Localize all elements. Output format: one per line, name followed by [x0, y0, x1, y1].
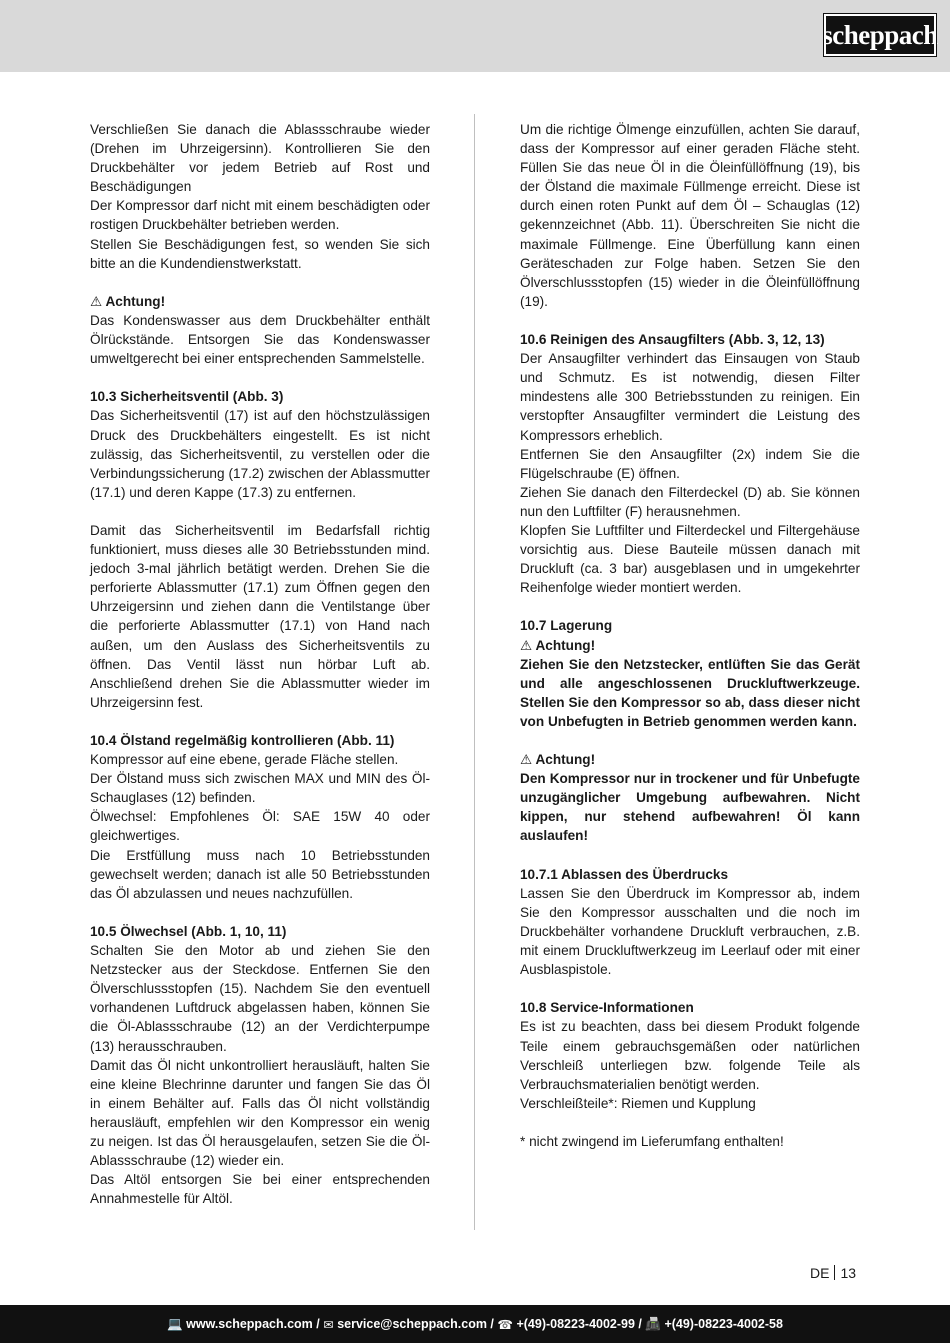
paragraph: Das Altöl entsorgen Sie bei einer entsprechenden Annahmestelle für Altöl.	[90, 1172, 430, 1207]
warning-icon: ⚠	[90, 293, 103, 309]
paragraph: Ölwechsel: Empfohlenes Öl: SAE 15W 40 oder gleichwertiges.	[90, 809, 430, 844]
paragraph: Kompressor auf eine ebene, gerade Fläche stellen.	[90, 752, 399, 768]
paragraph: Verschließen Sie danach die Ablassschraube wieder (Drehen im Uhrzeigersinn). Kontrollieren Sie den Druckbehälter vor jedem Betrieb auf Rost und Beschädigungen	[90, 122, 430, 195]
paragraph: Damit das Öl nicht unkontrolliert herausläuft, halten Sie eine kleine Blechrinne darunter und fangen Sie das Öl in einem Behälter auf. Falls das Öl nicht vollständig herausläuft, empfehlen wir den Kompressor ein wenig zu neigen. Ist das Öl herausgelaufen, setzen Sie die Öl-Ablassschraube (12) wieder ein.	[90, 1057, 430, 1169]
paragraph: Die Erstfüllung muss nach 10 Betriebsstunden gewechselt werden; danach ist alle 50 Betriebsstunden das Öl abzulassen und neues nachzufüllen.	[90, 847, 430, 901]
paragraph: Lassen Sie den Überdruck im Kompressor ab, indem Sie den Kompressor ausschalten und die noch im Druckbehälter vorhandene Druckluft verbrauchen, z.B. mit einem Druckluftwerkzeug im Leerlauf oder mit einer Ausblaspistole.	[520, 885, 860, 978]
paragraph: Schalten Sie den Motor ab und ziehen Sie den Netzstecker aus der Steckdose. Entfernen Sie den Ölverschlussstopfen (15). Nachdem Sie den eventuell vorhandenen Luftdruck abgelassen haben, können Sie die Öl-Ablassschraube (12) an der Verdichterpumpe (13) herausschrauben.	[90, 943, 430, 1054]
warning-text: Das Kondenswasser aus dem Druckbehälter enthält Ölrückstände. Entsorgen Sie das Kondenswasser umweltgerecht bei einer entsprechenden Sammelstelle.	[90, 312, 430, 367]
warning-title: Achtung!	[105, 293, 166, 309]
left-column	[90, 120, 430, 1208]
paragraph: Das Sicherheitsventil (17) ist auf den höchstzulässigen Druck des Druckbehälters eingestellt. Es ist nicht zulässig, das Sicherheitsventil, zu verstellen oder die Verbindungssicherung (17.2) zwischen der Ablassmutter (17.1) und deren Kappe (17.3) zu entfernen.	[90, 408, 430, 500]
paragraph: Der Ölstand muss sich zwischen MAX und MIN des Öl-Schauglases (12) befinden.	[90, 771, 430, 806]
computer-icon: 💻	[167, 1316, 183, 1331]
paragraph: Es ist zu beachten, dass bei diesem Produkt folgende Teile einem gebrauchsgemäßen oder natürlichen Verschleiß unterliegen bzw. folgende Teile als Verbrauchsmaterialien benötigt werden.	[520, 1019, 860, 1092]
fax-number: +(49)-08223-4002-58	[664, 1317, 783, 1331]
column-divider	[474, 114, 475, 1230]
warning-heading	[520, 750, 860, 769]
paragraph: Stellen Sie Beschädigungen fest, so wenden Sie sich bitte an die Kundendienstwerkstatt.	[90, 236, 430, 271]
warning-text: Den Kompressor nur in trockener und für Unbefugte unzugänglicher Umgebung aufbewahren. Nicht kippen, nur stehend aufbewahren! Öl kann auslaufen!	[520, 771, 860, 844]
language-code: DE	[810, 1265, 830, 1281]
section-heading-10-8: 10.8 Service-Informationen	[520, 1000, 694, 1016]
section-heading-10-6: 10.6 Reinigen des Ansaugfilters (Abb. 3, 12, 13)	[520, 332, 825, 348]
section-heading-10-5: 10.5 Ölwechsel (Abb. 1, 10, 11)	[90, 923, 287, 939]
phone-number: +(49)-08223-4002-99 /	[516, 1317, 642, 1331]
page-number-value: 13	[840, 1265, 857, 1281]
section-heading-10-7-1: 10.7.1 Ablassen des Überdrucks	[520, 866, 729, 882]
paragraph: Entfernen Sie den Ansaugfilter (2x) indem Sie die Flügelschraube (E) öffnen.	[520, 446, 860, 481]
paragraph: Der Ansaugfilter verhindert das Einsaugen von Staub und Schmutz. Es ist notwendig, diesen Filter mindestens alle 300 Betriebsstunden zu reinigen. Ein verstopfter Ansaugfilter vermindert die Leistung des Kompressors erheblich.	[520, 351, 860, 443]
phone-icon: ☎	[497, 1317, 513, 1332]
paragraph: Um die richtige Ölmenge einzufüllen, achten Sie darauf, dass der Kompressor auf einer geraden Fläche steht. Füllen Sie das neue Öl in die Öleinfüllöffnung (19), bis der Ölstand die maximale Füllmenge erreicht. Diese ist durch einen roten Punkt auf dem Öl – Schauglas (12) gekennzeichnet (Abb. 11). Überschreiten Sie nicht die maximale Füllmenge. Eine Überfüllung kann einen Geräteschaden zur Folge haben. Setzen Sie den Ölverschlussstopfen (15) wieder in die Öleinfüllöffnung (19).	[520, 122, 860, 309]
mail-icon: ✉	[323, 1317, 334, 1332]
right-column	[520, 120, 860, 1151]
warning-text: Ziehen Sie den Netzstecker, entlüften Sie das Gerät und alle angeschlossenen Druckluftwerkzeuge. Stellen Sie den Kompressor so ab, dass dieser nicht von Unbefugten in Betrieb genommen werden kann.	[520, 656, 860, 729]
header-bar	[0, 0, 950, 72]
warning-title: Achtung!	[535, 637, 596, 653]
paragraph: Verschleißteile*: Riemen und Kupplung	[520, 1095, 756, 1111]
paragraph: Ziehen Sie danach den Filterdeckel (D) ab. Sie können nun den Luftfilter (F) herausnehmen.	[520, 484, 860, 519]
page-number	[810, 1265, 856, 1281]
section-heading-10-4: 10.4 Ölstand regelmäßig kontrollieren (Abb. 11)	[90, 733, 395, 748]
email-link[interactable]: service@scheppach.com /	[337, 1317, 494, 1331]
warning-icon: ⚠	[520, 752, 533, 768]
footnote: * nicht zwingend im Lieferumfang enthalten!	[520, 1133, 784, 1149]
fax-icon: 📠	[645, 1316, 661, 1331]
scheppach-logo: scheppach	[824, 14, 936, 56]
section-heading-10-7: 10.7 Lagerung	[520, 618, 613, 634]
warning-heading	[520, 636, 860, 655]
paragraph: Der Kompressor darf nicht mit einem beschädigten oder rostigen Druckbehälter betrieben werden.	[90, 198, 430, 233]
warning-heading	[90, 292, 430, 311]
section-heading-10-3: 10.3 Sicherheitsventil (Abb. 3)	[90, 389, 284, 405]
paragraph: Klopfen Sie Luftfilter und Filterdeckel und Filtergehäuse vorsichtig aus. Diese Bauteile müssen danach mit Druckluft (ca. 3 bar) ausgeblasen und in umgekehrter Reihenfolge wieder montiert werden.	[520, 522, 860, 596]
paragraph: Damit das Sicherheitsventil im Bedarfsfall richtig funktioniert, muss dieses alle 30 Betriebsstunden mind. jedoch 3-mal jährlich betätigt werden. Drehen Sie die perforierte Ablassmutter (17.1) zum Öffnen gegen den Uhrzeigersinn und ziehen dann die Ventilstange über die perforierte Ablassmutter (17.1) von Hand nach außen, um den Auslass des Sicherheitsventils zu öffnen. Das Ventil lässt nun hörbar Luft ab. Anschließend drehen Sie die Ablassmutter wieder im Uhrzeigersinn fest.	[90, 522, 430, 710]
warning-icon: ⚠	[520, 637, 533, 653]
website-link[interactable]: www.scheppach.com /	[186, 1317, 320, 1331]
footer-bar	[0, 1305, 950, 1343]
warning-title: Achtung!	[535, 752, 596, 768]
